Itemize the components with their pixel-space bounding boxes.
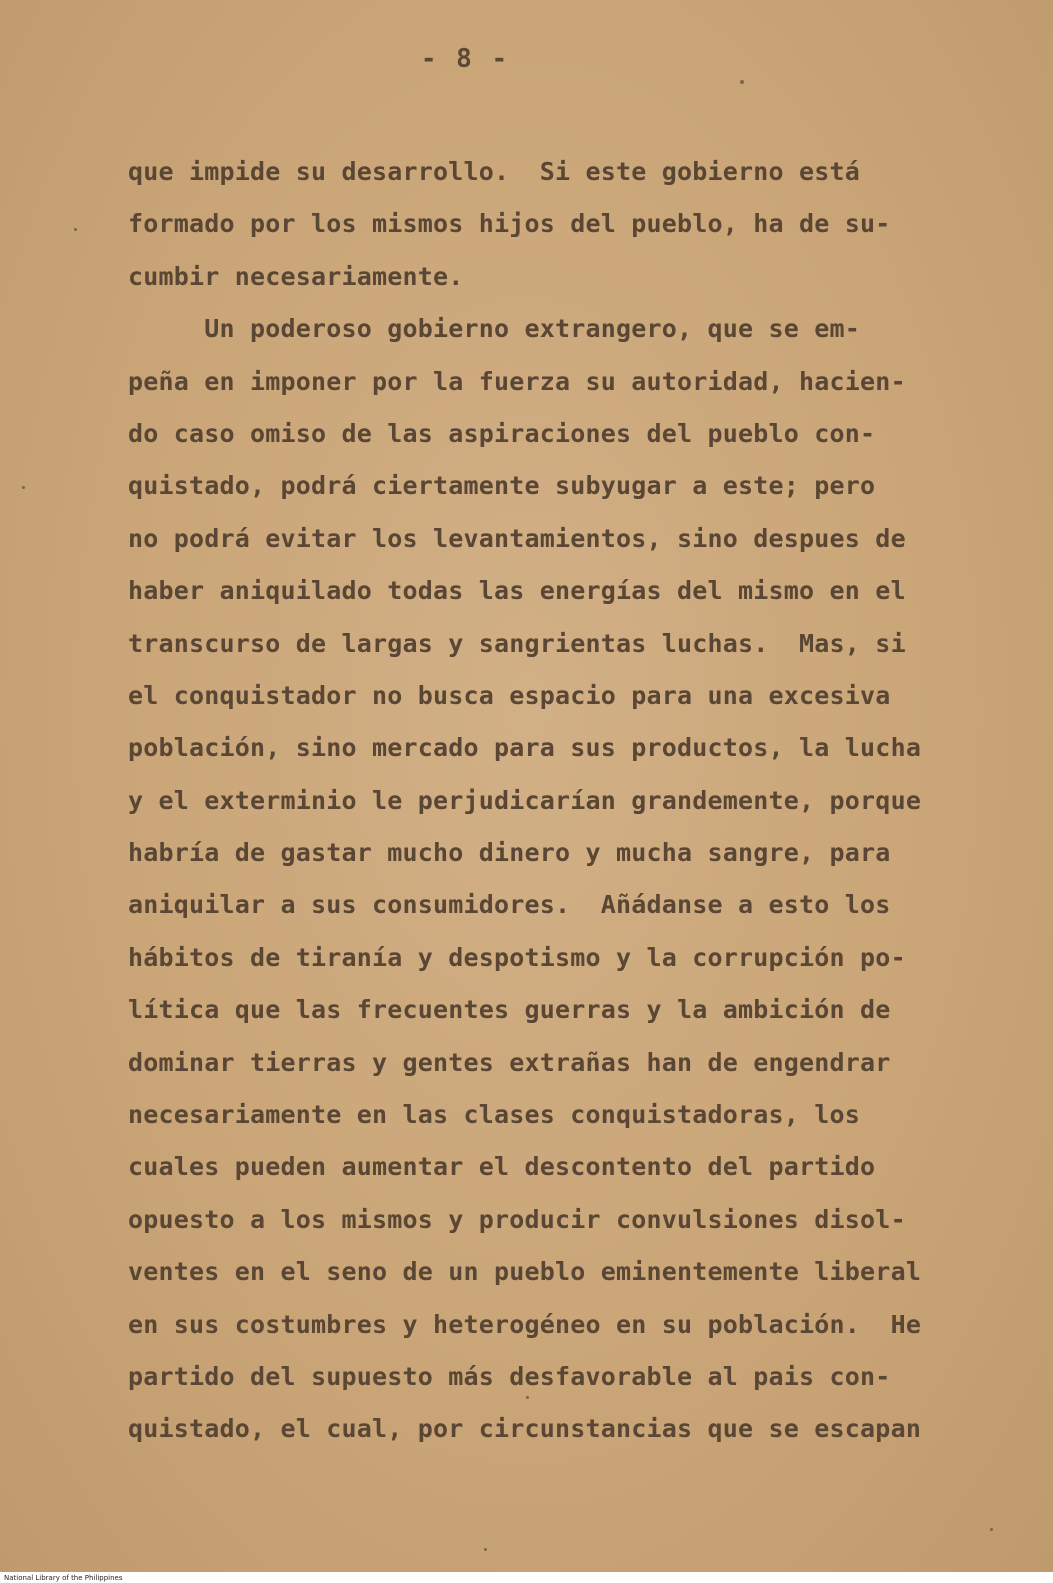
text-line: partido del supuesto más desfavorable al pais con- bbox=[128, 1361, 891, 1391]
text-line: lítica que las frecuentes guerras y la ambición de bbox=[128, 995, 891, 1025]
text-line: transcurso de largas y sangrientas luchas. Mas, si bbox=[128, 628, 906, 658]
text-line: peña en imponer por la fuerza su autoridad, hacien- bbox=[128, 366, 906, 396]
text-line: formado por los mismos hijos del pueblo, ha de su- bbox=[128, 209, 891, 239]
text-line: dominar tierras y gentes extrañas han de engendrar bbox=[128, 1047, 891, 1077]
text-line: el conquistador no busca espacio para una excesiva bbox=[128, 680, 891, 710]
text-line: habría de gastar mucho dinero y mucha sangre, para bbox=[128, 838, 891, 868]
paper-speck bbox=[22, 486, 25, 489]
text-line: ventes en el seno de un pueblo eminentemente liberal bbox=[128, 1257, 922, 1287]
text-line: do caso omiso de las aspiraciones del pueblo con- bbox=[128, 418, 876, 448]
footer-strip bbox=[0, 1572, 1053, 1583]
text-line: no podrá evitar los levantamientos, sino despues de bbox=[128, 523, 906, 553]
text-line: quistado, podrá ciertamente subyugar a este; pero bbox=[128, 471, 876, 501]
paper-speck bbox=[740, 80, 744, 84]
footer-credit: National Library of the Philippines bbox=[4, 1574, 123, 1582]
text-line: haber aniquilado todas las energías del mismo en el bbox=[128, 576, 906, 606]
text-line: hábitos de tiranía y despotismo y la corrupción po- bbox=[128, 942, 906, 972]
paper-speck bbox=[74, 228, 77, 231]
text-line: que impide su desarrollo. Si este gobierno está bbox=[128, 157, 861, 186]
page-number: - 8 - bbox=[420, 44, 510, 74]
text-line: en sus costumbres y heterogéneo en su población. He bbox=[128, 1309, 922, 1339]
text-line: Un poderoso gobierno extrangero, que se em- bbox=[128, 314, 861, 344]
text-line: necesariamente en las clases conquistadoras, los bbox=[128, 1100, 861, 1130]
text-line: y el exterminio le perjudicarían grandemente, porque bbox=[128, 785, 922, 815]
text-line: opuesto a los mismos y producir convulsiones disol- bbox=[128, 1204, 906, 1234]
text-line: aniquilar a sus consumidores. Añádanse a esto los bbox=[128, 890, 891, 920]
text-line: cumbir necesariamente. bbox=[128, 261, 464, 291]
paper-speck bbox=[990, 1528, 993, 1531]
paper-speck bbox=[484, 1548, 487, 1551]
text-line: cuales pueden aumentar el descontento del partido bbox=[128, 1152, 876, 1182]
text-line: quistado, el cual, por circunstancias que se escapan bbox=[128, 1414, 922, 1444]
text-line: población, sino mercado para sus productos, la lucha bbox=[128, 733, 922, 763]
body-text bbox=[128, 146, 958, 1456]
